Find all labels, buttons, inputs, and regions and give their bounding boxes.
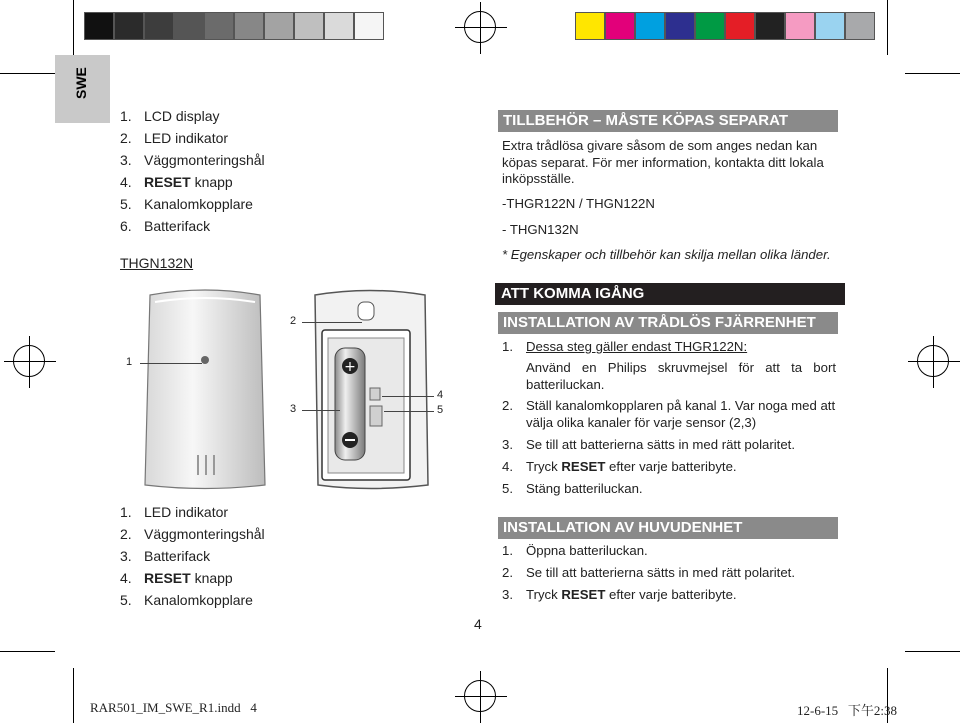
sensor-front-view xyxy=(145,290,265,489)
color-swatch xyxy=(725,12,755,40)
step-text: Se till att batterierna sätts in med rätt polaritet. xyxy=(526,565,796,580)
callout-line xyxy=(302,322,362,323)
step-text: Tryck xyxy=(526,459,562,474)
color-swatch xyxy=(695,12,725,40)
callout-line xyxy=(302,410,340,411)
sensor-title: THGN132N xyxy=(120,255,194,271)
list-item-text: Kanalomkopplare xyxy=(144,592,253,608)
step-number: 3. xyxy=(502,437,513,452)
list-item xyxy=(120,215,265,237)
list-item-text: Kanalomkopplare xyxy=(144,196,253,212)
list-item xyxy=(120,589,265,611)
remote-step-1 xyxy=(502,339,838,356)
remote-install-heading: INSTALLATION AV TRÅDLÖS FJÄRRENHET xyxy=(498,312,838,334)
callout-line xyxy=(382,396,434,397)
accessories-note: * Egenskaper och tillbehör kan skilja mellan olika länder. xyxy=(502,247,831,262)
color-swatch xyxy=(815,12,845,40)
getting-started-heading: ATT KOMMA IGÅNG xyxy=(495,283,845,305)
wall-mount-hole-icon xyxy=(358,302,374,320)
list-item-number: 1. xyxy=(120,504,132,520)
step-number: 5. xyxy=(502,481,513,496)
color-swatch xyxy=(114,12,144,40)
color-swatch xyxy=(845,12,875,40)
accessories-heading: TILLBEHÖR – MÅSTE KÖPAS SEPARAT xyxy=(498,110,838,132)
color-swatch xyxy=(354,12,384,40)
color-swatch xyxy=(324,12,354,40)
step-text: Ställ kanalomkopplaren på kanal 1. Var noga med att välja olika kanaler för varje sensor (2,3) xyxy=(526,398,836,430)
list-item-text: Väggmonteringshål xyxy=(144,526,265,542)
language-tab xyxy=(55,55,110,123)
channel-switch-icon xyxy=(370,406,382,426)
color-swatch xyxy=(264,12,294,40)
list-item-number: 5. xyxy=(120,592,132,608)
color-swatch xyxy=(665,12,695,40)
list-item xyxy=(120,127,265,149)
language-tab-label: SWE xyxy=(73,67,89,99)
crop-mark xyxy=(905,73,960,74)
list-item-text: LCD display xyxy=(144,108,220,124)
list-item-number: 3. xyxy=(120,152,132,168)
color-swatch xyxy=(84,12,114,40)
color-swatch xyxy=(204,12,234,40)
color-swatch xyxy=(234,12,264,40)
list-item-text: knapp xyxy=(190,570,233,586)
color-swatch xyxy=(575,12,605,40)
reset-button-icon xyxy=(370,388,380,400)
accessory-item: - THGN132N xyxy=(502,222,579,237)
list-item-number: 2. xyxy=(120,526,132,542)
color-swatch xyxy=(294,12,324,40)
remote-step-1-sub: Använd en Philips skruvmejsel för att ta bort batteriluckan. xyxy=(526,360,836,392)
crop-mark xyxy=(905,651,960,652)
list-item-number: 2. xyxy=(120,130,132,146)
accessories-body: Extra trådlösa givare såsom de som anges nedan kan köpas separat. För mer information, kontakta ditt lokala inköpsställe. xyxy=(502,138,824,186)
list-item-text: LED indikator xyxy=(144,130,229,146)
footer-date: 12-6-15 下午2:38 xyxy=(797,703,898,718)
list-item-text: Väggmonteringshål xyxy=(144,152,265,168)
main-step-3 xyxy=(502,587,737,604)
list-item xyxy=(120,523,265,545)
step-text: Stäng batteriluckan. xyxy=(526,481,643,496)
callout-1: 1 xyxy=(126,356,133,368)
step-number: 2. xyxy=(502,565,513,580)
color-swatch xyxy=(785,12,815,40)
list-item-text: knapp xyxy=(190,174,233,190)
step-text: efter varje batteribyte. xyxy=(605,459,737,474)
callout-line xyxy=(384,411,434,412)
list-item xyxy=(120,171,265,193)
callout-3: 3 xyxy=(290,403,297,415)
list-item-number: 3. xyxy=(120,548,132,564)
sensor-illustration xyxy=(110,280,480,505)
list-item-number: 1. xyxy=(120,108,132,124)
remote-step-3 xyxy=(502,437,795,454)
color-swatch xyxy=(635,12,665,40)
main-install-heading: INSTALLATION AV HUVUDENHET xyxy=(498,517,838,539)
crop-mark xyxy=(887,0,888,55)
list-item-text: Batterifack xyxy=(144,218,211,234)
reset-label: RESET xyxy=(144,174,191,190)
step-number: 1. xyxy=(502,543,513,558)
callout-2: 2 xyxy=(290,315,297,327)
crop-mark xyxy=(73,0,74,55)
sensor-back-view xyxy=(315,291,428,489)
list-item-text: LED indikator xyxy=(144,504,229,520)
registration-mark xyxy=(13,345,45,377)
list-item xyxy=(120,149,265,171)
page-number: 4 xyxy=(474,616,482,632)
list-item xyxy=(120,193,265,215)
callout-line xyxy=(140,363,202,364)
crop-mark xyxy=(0,73,55,74)
sensor-parts-list xyxy=(120,501,265,611)
list-item xyxy=(120,501,265,523)
reset-label: RESET xyxy=(561,587,606,602)
footer-file-name: RAR501_IM_SWE_R1.indd 4 xyxy=(90,700,257,715)
main-step-2 xyxy=(502,565,795,582)
list-item xyxy=(120,545,265,567)
step-text: Se till att batterierna sätts in med rätt polaritet. xyxy=(526,437,796,452)
list-item-number: 6. xyxy=(120,218,132,234)
remote-step-4 xyxy=(502,459,737,476)
svg-text:+: + xyxy=(344,359,356,375)
list-item xyxy=(120,567,265,589)
reset-label: RESET xyxy=(561,459,606,474)
registration-mark xyxy=(464,11,496,43)
main-step-1 xyxy=(502,543,648,560)
list-item-number: 4. xyxy=(120,570,132,586)
step-text: efter varje batteribyte. xyxy=(605,587,737,602)
color-swatch xyxy=(605,12,635,40)
color-swatch xyxy=(755,12,785,40)
step-number: 3. xyxy=(502,587,513,602)
step-text: Dessa steg gäller endast THGR122N: xyxy=(526,339,748,354)
step-number: 2. xyxy=(502,398,513,413)
color-swatch xyxy=(144,12,174,40)
step-text: Tryck xyxy=(526,587,562,602)
main-unit-parts-list xyxy=(120,105,265,237)
step-number: 4. xyxy=(502,459,513,474)
step-text: Öppna batteriluckan. xyxy=(526,543,648,558)
list-item-number: 5. xyxy=(120,196,132,212)
led-indicator-icon xyxy=(201,356,209,364)
registration-mark xyxy=(917,345,949,377)
list-item-number: 4. xyxy=(120,174,132,190)
list-item-text: Batterifack xyxy=(144,548,211,564)
color-swatch xyxy=(174,12,204,40)
remote-step-2 xyxy=(502,398,838,431)
callout-5: 5 xyxy=(437,404,444,416)
crop-mark xyxy=(73,668,74,723)
accessory-item: -THGR122N / THGN122N xyxy=(502,196,655,211)
crop-mark xyxy=(0,651,55,652)
reset-label: RESET xyxy=(144,570,191,586)
list-item xyxy=(120,105,265,127)
step-number: 1. xyxy=(502,339,513,354)
remote-step-5 xyxy=(502,481,643,498)
callout-4: 4 xyxy=(437,389,444,401)
registration-mark xyxy=(464,680,496,712)
